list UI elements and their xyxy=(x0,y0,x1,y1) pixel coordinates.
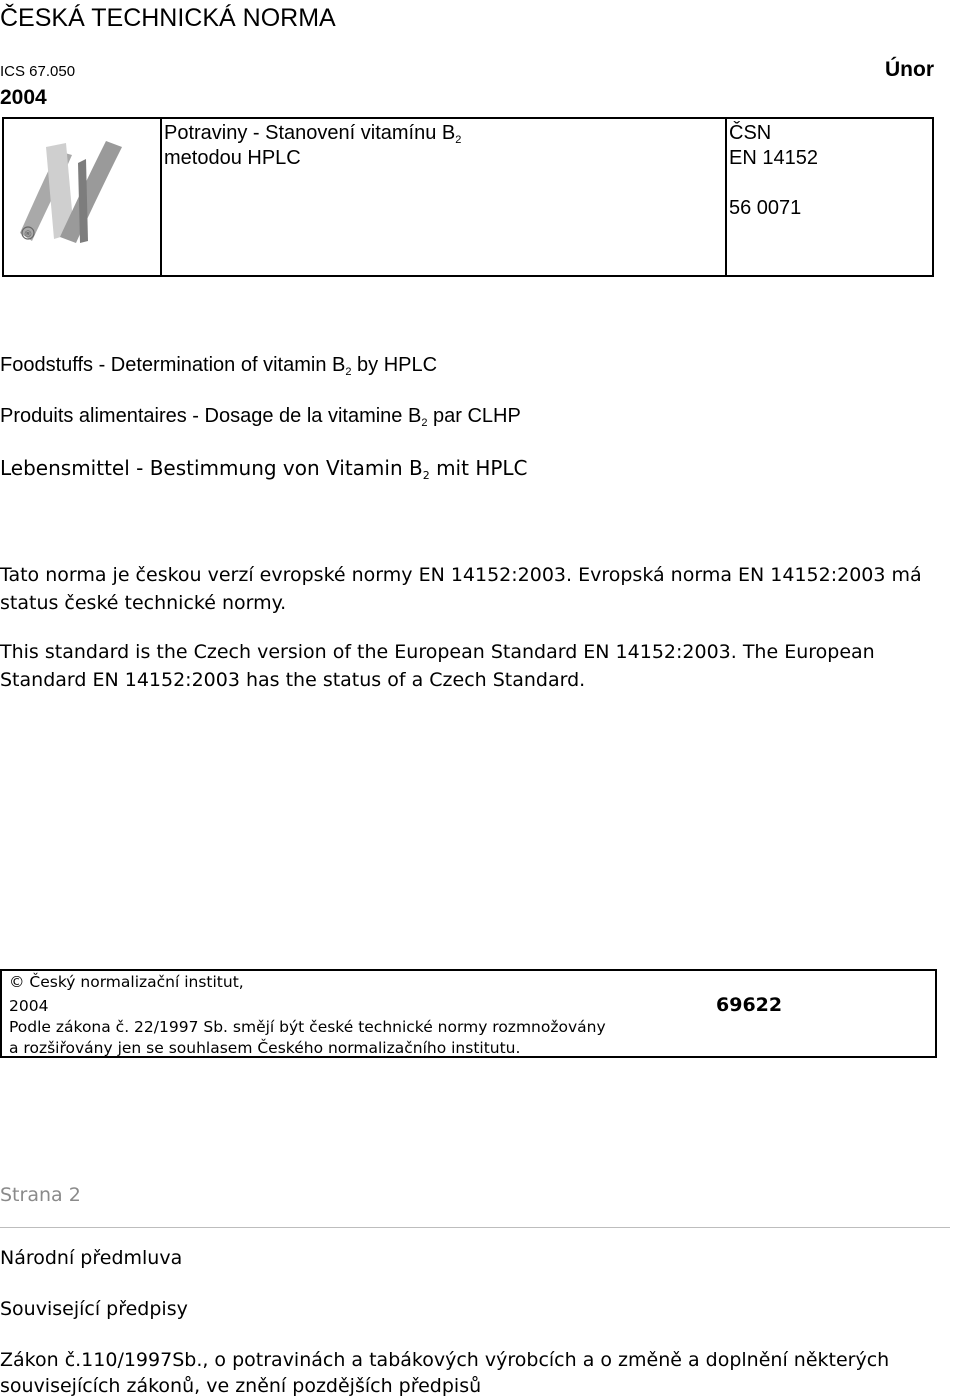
csn-label: ČSN xyxy=(729,122,772,144)
copyright-line: © Český normalizační institut, xyxy=(9,973,244,991)
ics-code: ICS 67.050 xyxy=(0,63,76,80)
section-national-foreword: Národní předmluva xyxy=(0,1247,183,1269)
law-reference-line1: Zákon č.110/1997Sb., o potravinách a tabákových výrobcích a o změně a doplnění některých xyxy=(0,1349,890,1371)
title-german: Lebensmittel - Bestimmung von Vitamin $B_2$ mit HPLC xyxy=(0,456,528,482)
main-title-line1: Potraviny - Stanovení vitamínu $B_2$ xyxy=(164,122,462,146)
copyright-notice-line2: a rozšiřovány jen se souhlasem Českého normalizačního institutu. xyxy=(9,1039,521,1057)
issue-month: Únor xyxy=(885,58,934,81)
copyright-symbol: © xyxy=(9,973,25,991)
csn-logo-icon xyxy=(6,121,156,271)
section-related-regulations: Související předpisy xyxy=(0,1298,188,1320)
page-number: Strana 2 xyxy=(0,1184,81,1206)
note-english: This standard is the Czech version of the European Standard EN 14152:2003. The European Standard EN 14152:2003 has the status of a Czech Standard. xyxy=(0,641,875,691)
registered-mark: ® xyxy=(23,230,33,240)
issue-year: 2004 xyxy=(0,86,47,109)
header-table xyxy=(2,117,934,277)
divider xyxy=(0,1227,950,1228)
copyright-notice-line1: Podle zákona č. 22/1997 Sb. smějí být české technické normy rozmnožovány xyxy=(9,1018,606,1036)
title-cell xyxy=(162,119,727,275)
note-czech: Tato norma je českou verzí evropské normy EN 14152:2003. Evropská norma EN 14152:2003 má status české technické normy. xyxy=(0,564,922,614)
title-french: Produits alimentaires - Dosage de la vitamine $B_2$ par CLHP xyxy=(0,405,521,429)
catalog-number: 69622 xyxy=(716,994,783,1016)
copyright-year: 2004 xyxy=(9,997,49,1015)
page-title: ČESKÁ TECHNICKÁ NORMA xyxy=(0,4,336,32)
law-reference-line2: souvisejících zákonů, ve znění pozdějších předpisů xyxy=(0,1375,482,1397)
title-english: Foodstuffs - Determination of vitamin $B_2$ by HPLC xyxy=(0,354,438,378)
copyright-box xyxy=(0,969,937,1058)
main-title-line2: metodou HPLC xyxy=(164,147,301,169)
class-code: 56 0071 xyxy=(729,197,802,219)
code-cell xyxy=(727,119,932,275)
en-number: EN 14152 xyxy=(729,147,818,169)
logo-cell xyxy=(4,119,162,275)
